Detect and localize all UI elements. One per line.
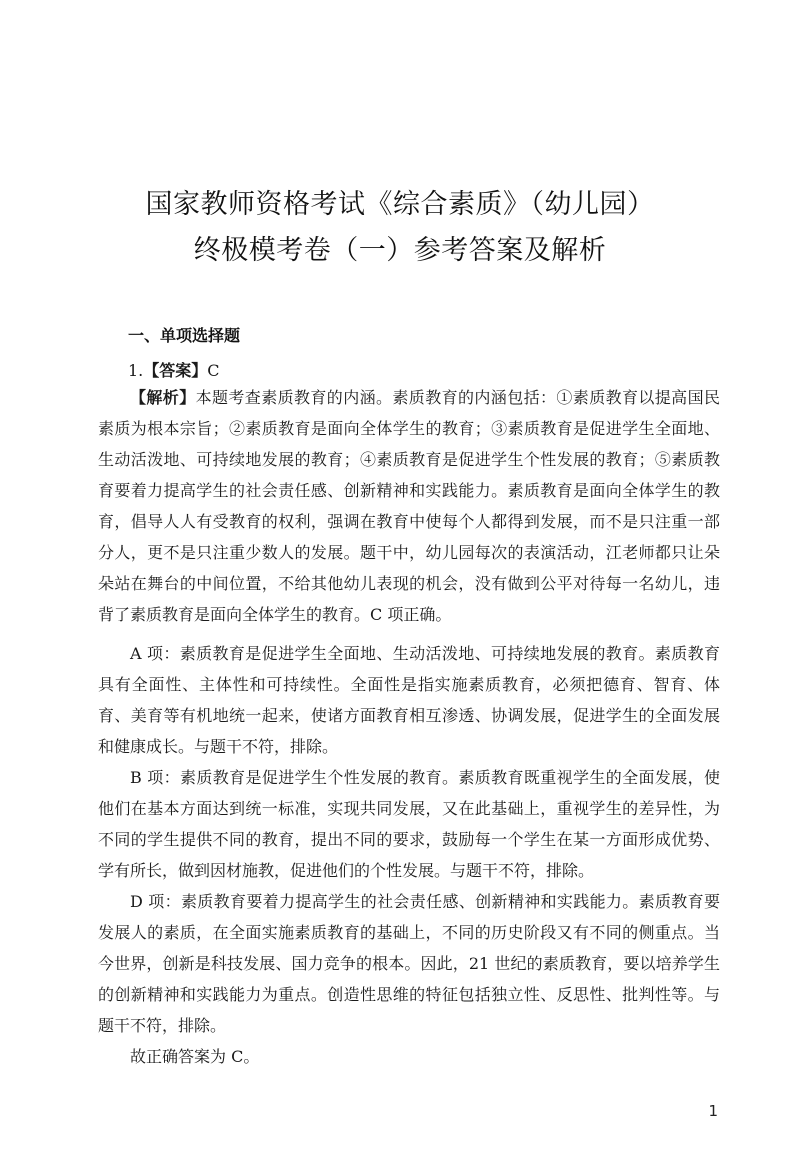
option-d-paragraph: D 项：素质教育要着力提高学生的社会责任感、创新精神和实践能力。素质教育要发展人的素质，在全面实施素质教育的基础上，不同的历史阶段又有不同的侧重点。当今世界，创新是科技发展、国力竞争的根本。因此，21 世纪的素质教育，要以培养学生的创新精神和实践能力为重点。创造性思维的特征包括独立性、反思性、批判性等。与题干不符，排除。 [98, 892, 720, 1035]
answer-tag: 【答案】 [143, 361, 208, 380]
page-number: 1 [708, 1102, 718, 1120]
option-a-paragraph: A 项：素质教育是促进学生全面地、生动活泼地、可持续地发展的教育。素质教育具有全面性、主体性和可持续性。全面性是指实施素质教育，必须把德育、智育、体育、美育等有机地统一起来，使诸方面教育相互渗透、协调发展，促进学生的全面发展和健康成长。与题干不符，排除。 [98, 644, 720, 756]
question-1-answer [128, 358, 220, 381]
conclusion-paragraph: 故正确答案为 C。 [130, 1047, 260, 1066]
answer-value: C [207, 361, 220, 380]
section-heading: 一、单项选择题 [128, 326, 241, 345]
document-title-line-1: 国家教师资格考试《综合素质》（幼儿园） [145, 189, 655, 220]
question-number: 1. [128, 361, 144, 380]
analysis-text: 本题考查素质教育的内涵。素质教育的内涵包括：①素质教育以提高国民素质为根本宗旨；②素质教育是面向全体学生的教育；③素质教育是促进学生全面地、生动活泼地、可持续地发展的教育；④素质教育是促进学生个性发展的教育；⑤素质教育要着力提高学生的社会责任感、创新精神和实践能力。素质教育是面向全体学生的教育，倡导人人有受教育的权利，强调在教育中使每个人都得到发展，而不是只注重一部分人，更不是只注重少数人的发展。题干中，幼儿园每次的表演活动，江老师都只让朵朵站在舞台的中间位置，不给其他幼儿表现的机会，没有做到公平对待每一名幼儿，违背了素质教育是面向全体学生的教育。C 项正确。 [98, 388, 720, 624]
analysis-tag: 【解析】 [130, 388, 196, 407]
analysis-paragraph [98, 382, 720, 630]
document-title-line-2: 终极模考卷（一）参考答案及解析 [193, 235, 607, 266]
option-b-paragraph: B 项：素质教育是促进学生个性发展的教育。素质教育既重视学生的全面发展，使他们在基本方面达到统一标准，实现共同发展，又在此基础上，重视学生的差异性，为不同的学生提供不同的教育，提出不同的要求，鼓励每一个学生在某一方面形成优势、学有所长，做到因材施教，促进他们的个性发展。与题干不符，排除。 [98, 768, 720, 880]
